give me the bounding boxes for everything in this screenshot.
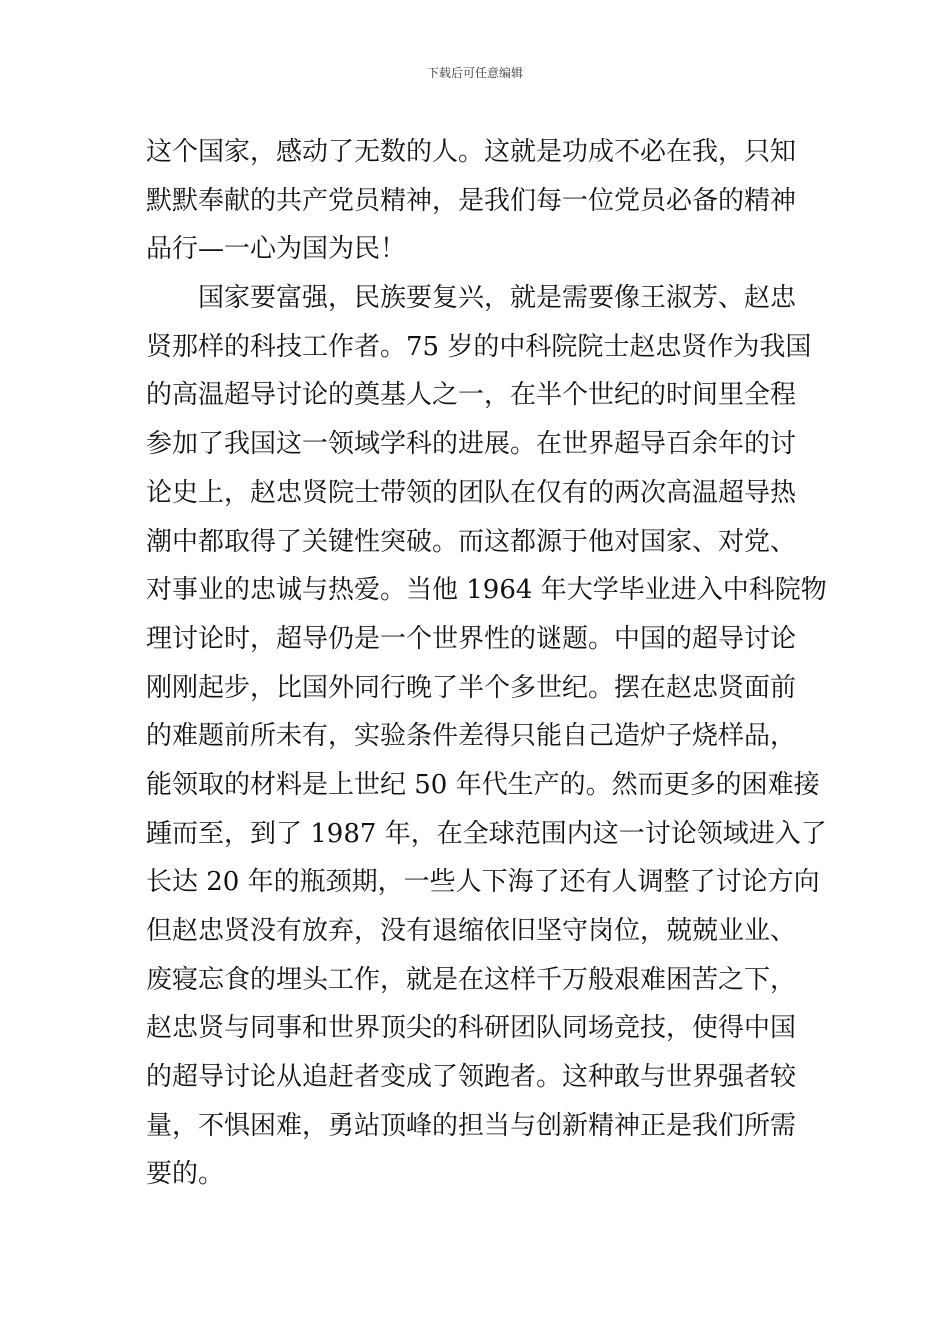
text-line: 这个国家，感动了无数的人。这就是功成不必在我，只知 <box>146 137 797 167</box>
page-header: 下载后可任意编辑 <box>426 66 523 80</box>
text-line: 理讨论时，超导仍是一个世界性的谜题。中国的超导讨论 <box>146 623 797 654</box>
text-line: 赵忠贤与同事和世界顶尖的科研团队同场竞技，使得中国 <box>146 1013 797 1044</box>
text-line: 能领取的材料是上世纪 50 年代生产的。然而更多的困难接 <box>146 769 820 800</box>
text-line: 踵而至，到了 1987 年，在全球范围内这一讨论领域进入了 <box>146 818 827 849</box>
text-line: 对事业的忠诚与热爱。当他 1964 年大学毕业进入中科院物 <box>146 575 827 606</box>
text-line: 潮中都取得了关键性突破。而这都源于他对国家、对党、 <box>146 526 797 557</box>
text-line: 贤那样的科技工作者。75 岁的中科院院士赵忠贤作为我国 <box>146 331 812 362</box>
document-body <box>146 128 827 1199</box>
text-line: 默默奉献的共产党员精神，是我们每一位党员必备的精神 <box>146 185 797 216</box>
text-line: 刚刚起步，比国外同行晚了半个多世纪。摆在赵忠贤面前 <box>146 672 797 703</box>
text-line: 参加了我国这一领域学科的进展。在世界超导百余年的讨 <box>146 429 797 460</box>
text-line: 品行—一心为国为民！ <box>146 234 407 265</box>
text-line: 的难题前所未有，实验条件差得只能自己造炉子烧样品， <box>146 721 797 752</box>
text-line: 的超导讨论从追赶者变成了领跑者。这种敢与世界强者较 <box>146 1062 797 1093</box>
text-line: 但赵忠贤没有放弃，没有退缩依旧坚守岗位，兢兢业业、 <box>146 916 797 946</box>
text-line: 废寝忘食的埋头工作，就是在这样千万般艰难困苦之下， <box>146 964 797 995</box>
text-line: 论史上，赵忠贤院士带领的团队在仅有的两次高温超导热 <box>146 477 797 508</box>
text-line: 的高温超导讨论的奠基人之一，在半个世纪的时间里全程 <box>146 380 797 411</box>
text-line: 要的。 <box>146 1159 225 1190</box>
text-line: 量，不惧困难，勇站顶峰的担当与创新精神正是我们所需 <box>146 1110 797 1141</box>
text-line: 长达 20 年的瓶颈期，一些人下海了还有人调整了讨论方向 <box>146 867 820 898</box>
paragraph-first-line: 国家要富强，民族要复兴，就是需要像王淑芳、赵忠 <box>198 283 797 314</box>
